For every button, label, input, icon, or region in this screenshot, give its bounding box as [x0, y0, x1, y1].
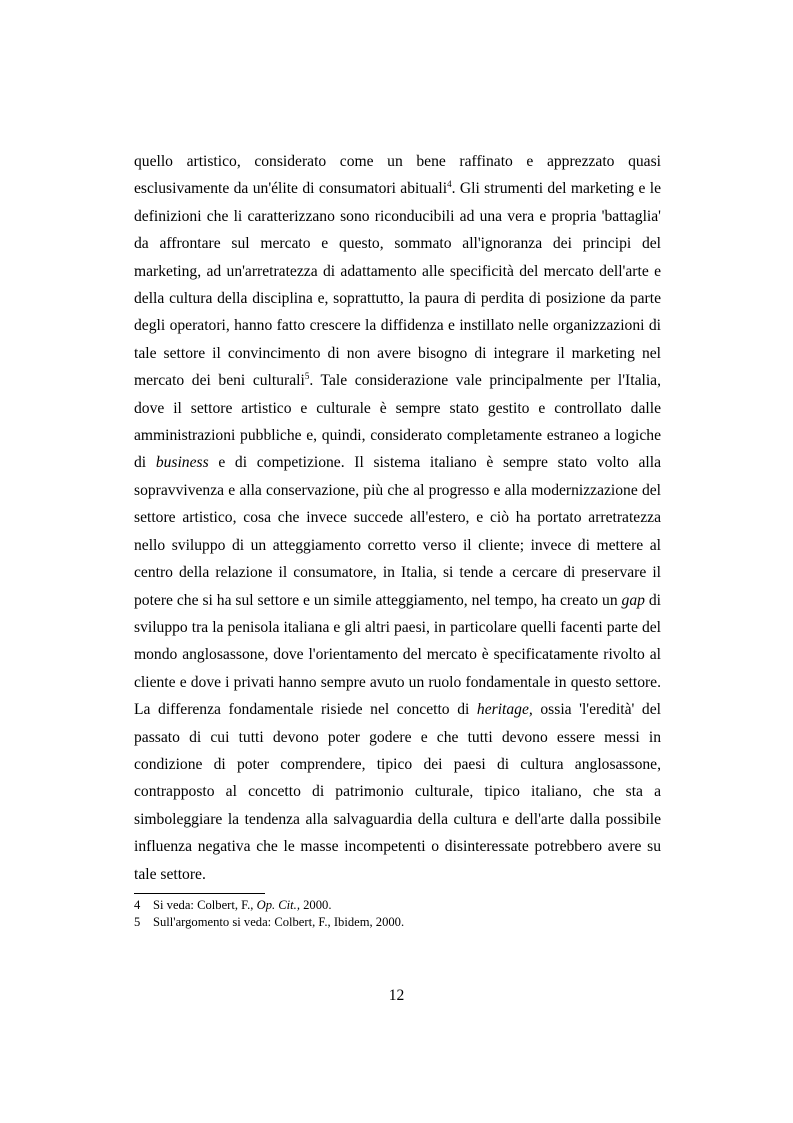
body-text-run: ossia 'l'eredità' del passato di cui tutti devono poter godere e che tutti devono essere messi in condizione di poter comprendere, tipico dei paesi di cultura anglosassone, contrapposto al concetto di patrimonio culturale, tipico italiano, che sta a simboleggiare la tendenza alla salvaguardia della cultura e dell'arte dalla possibile influenza negativa che le masse incompetenti o disinteressate potrebbero avere su tale settore.	[134, 701, 661, 883]
footnote-ref-5[interactable]: 5	[304, 371, 310, 382]
italic-term-gap: gap	[621, 591, 645, 609]
footnote-5	[134, 914, 661, 931]
body-text-run: . Tale considerazione vale principalmente per l'Italia, dove il settore artistico e culturale è sempre stato gestito e controllato dalle amministrazioni pubbliche e, quindi, considerato completamente estraneo a logiche di	[134, 372, 661, 472]
body-paragraph	[134, 148, 661, 888]
footnote-4	[134, 897, 661, 914]
footnote-text-run: Si veda: Colbert, F.,	[153, 898, 257, 912]
body-text-run: e di competizione. Il sistema italiano è sempre stato volto alla sopravvivenza e alla conservazione, più che al progresso e alla modernizzazione del settore artistico, cosa che invece succede all'estero, e ciò ha portato arretratezza nello sviluppo di un atteggiamento corretto verso il cliente; invece di mettere al centro della relazione il consumatore, in Italia, si tende a cercare di preservare il potere che si ha sul settore e un simile atteggiamento, nel tempo, ha creato un	[134, 454, 661, 609]
footnote-number: 4	[134, 898, 141, 912]
footnote-italic-citation: Op. Cit.,	[256, 898, 300, 912]
footnote-ref-4[interactable]: 4	[447, 179, 452, 190]
body-text-run: di sviluppo tra la penisola italiana e gli altri paesi, in particolare quelli facenti parte del mondo anglosassone, dove l'orientamento del mercato è specificatamente rivolto al cliente e dove i privati hanno sempre avuto un ruolo fondamentale in questo settore. La differenza fondamentale risiede nel concetto di	[134, 591, 661, 719]
footnote-text: Sull'argomento si veda: Colbert, F., Ibidem, 2000.	[153, 915, 405, 929]
italic-term-business: business	[155, 454, 209, 472]
italic-term-heritage: heritage,	[476, 701, 533, 719]
page-number: 12	[388, 987, 405, 1004]
footnotes-section	[134, 897, 661, 931]
body-text-run: . Gli strumenti del marketing e le definizioni che li caratterizzano sono riconducibili ad una vera e propria 'battaglia' da affrontare sul mercato e questo, sommato all'ignoranza dei principi del marketing, ad un'arretratezza di adattamento alle specificità del mercato dell'arte e della cultura della disciplina e, soprattutto, la paura di perdita di posizione da parte degli operatori, hanno fatto crescere la diffidenza e instillato nelle organizzazioni di tale settore il convincimento di non avere bisogno di integrare il marketing nel mercato dei beni culturali	[134, 180, 661, 390]
footnote-text	[153, 897, 331, 914]
footnote-text-run: 2000.	[299, 898, 332, 912]
footnote-separator	[134, 893, 265, 894]
footnote-number: 5	[134, 915, 141, 929]
body-text-run: quello artistico, considerato come un bene raffinato e apprezzato quasi esclusivamente da un'élite di consumatori abituali	[134, 153, 661, 198]
